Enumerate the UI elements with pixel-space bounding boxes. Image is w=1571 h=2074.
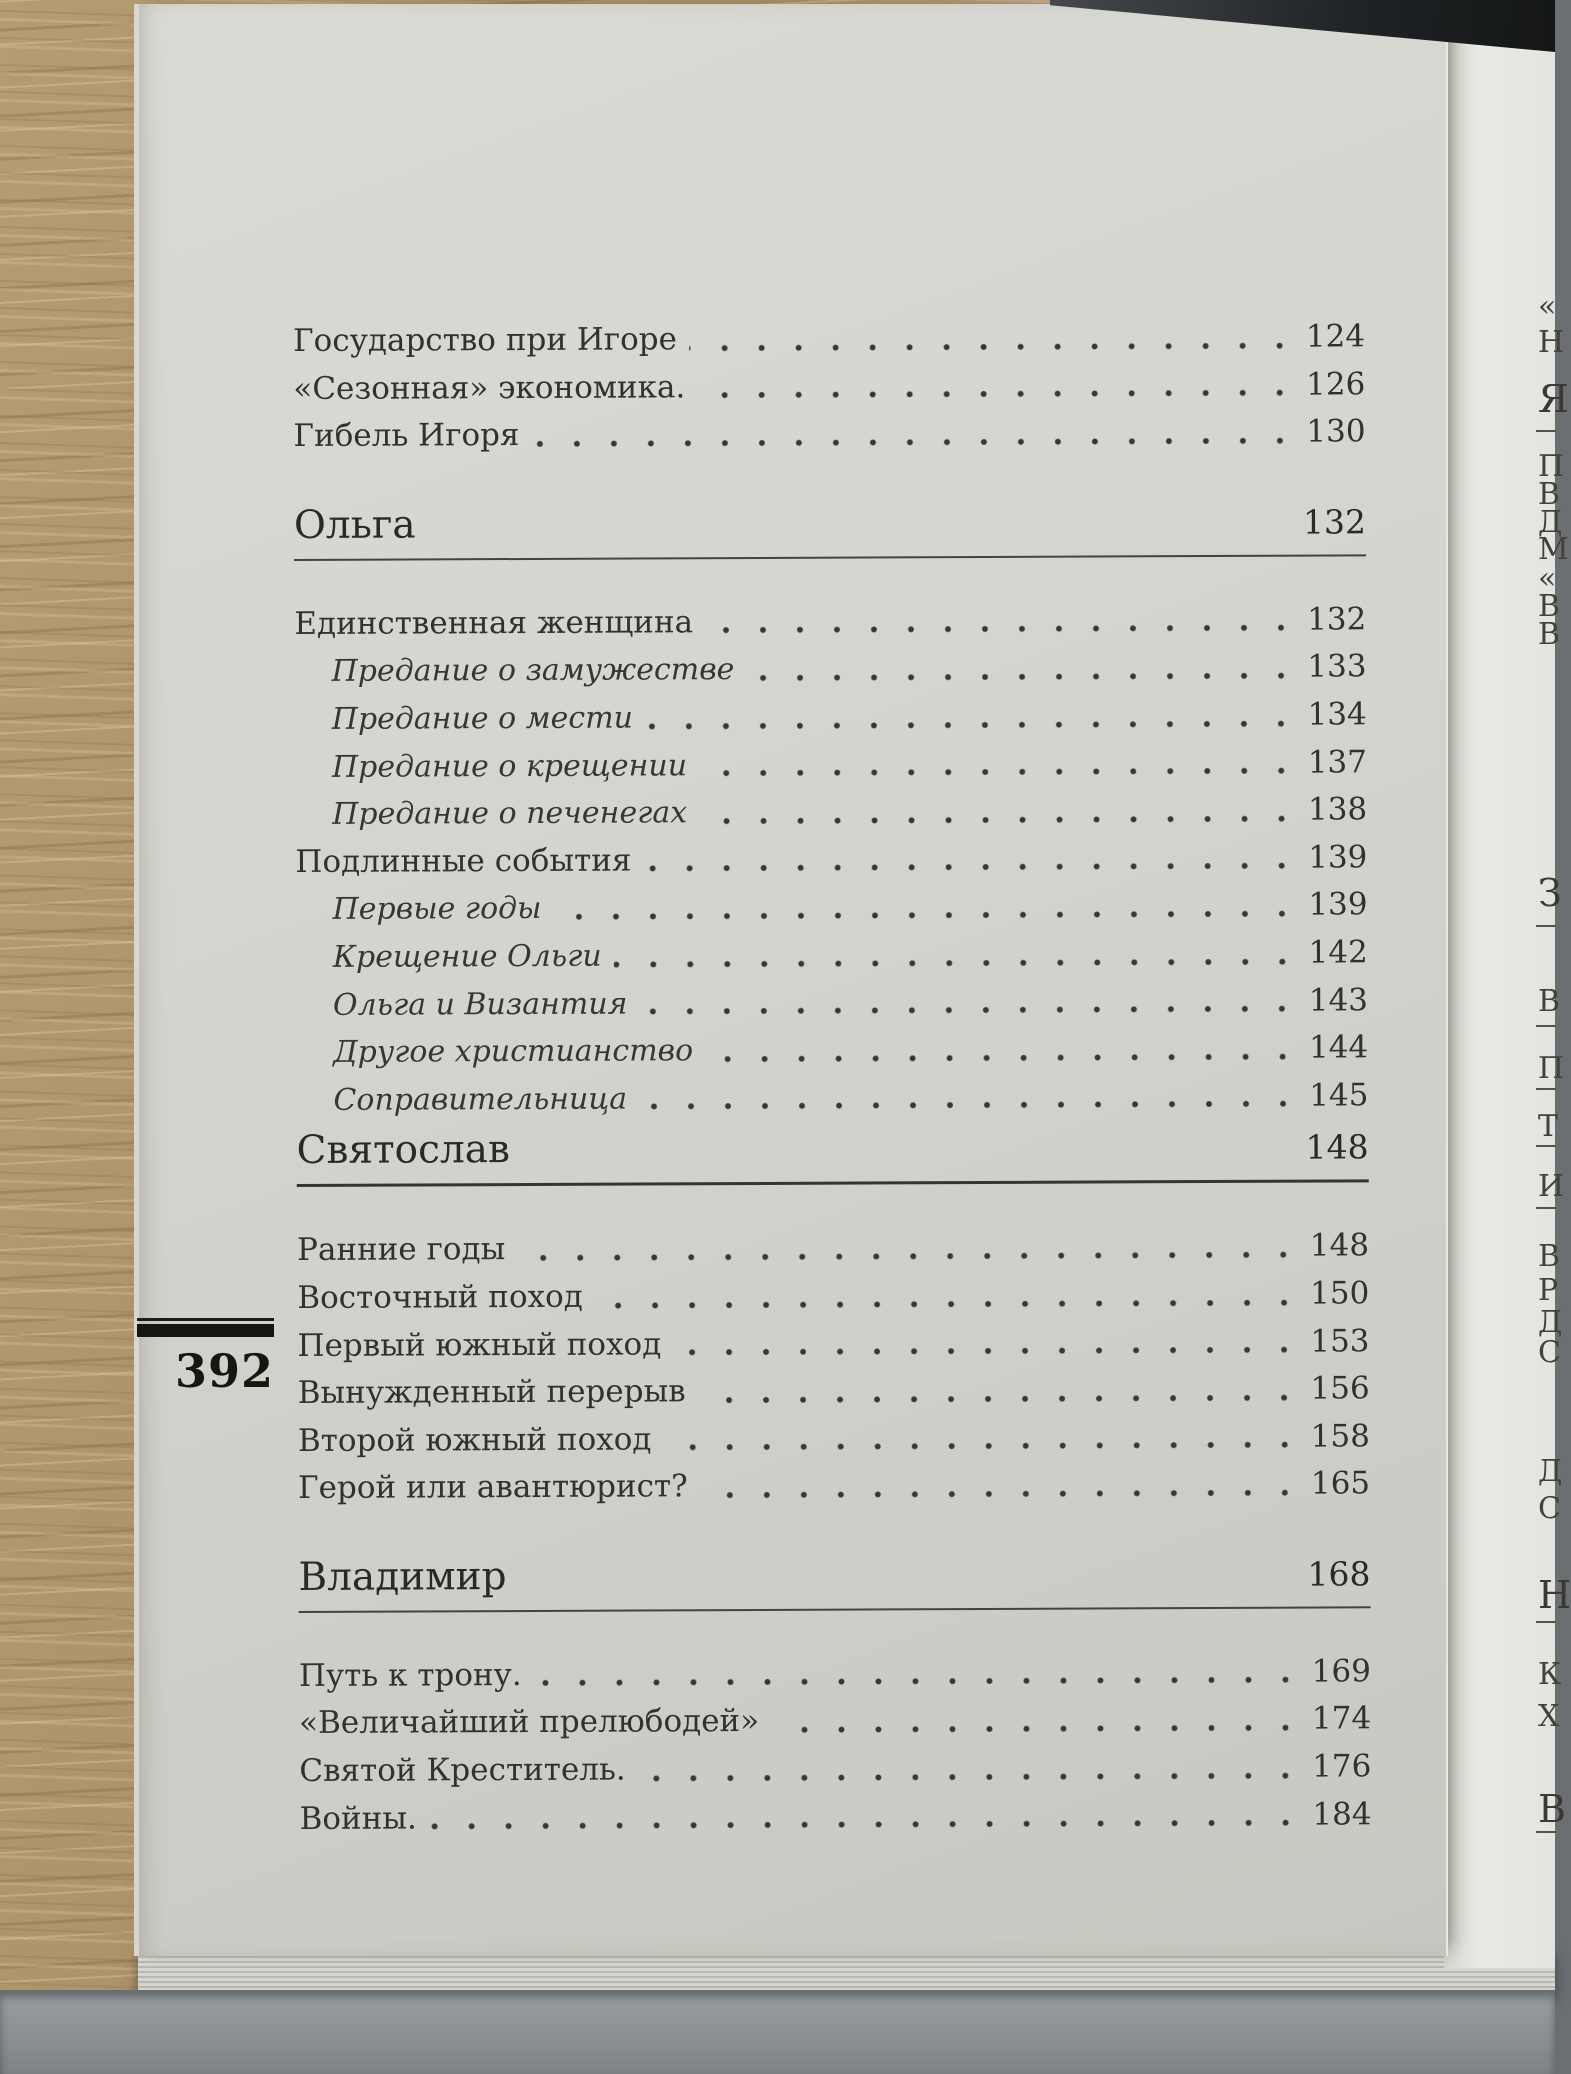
section-page: 148 <box>1305 1127 1369 1167</box>
adjacent-page-letter: Н <box>1538 1573 1571 1617</box>
toc-entry-title: Государство при Игоре <box>293 321 678 359</box>
toc-entry-title: «Величайший прелюбодей» <box>299 1703 760 1742</box>
toc-entry-page: 158 <box>1310 1417 1370 1455</box>
toc-entry-title: Предание о крещении <box>331 747 688 785</box>
dot-leader <box>663 1413 1304 1463</box>
toc-entry <box>295 786 1367 838</box>
dot-leader <box>639 1072 1303 1122</box>
section-page: 132 <box>1302 502 1366 542</box>
toc-entry-page: 150 <box>1310 1275 1370 1312</box>
toc-entry-page: 138 <box>1307 791 1368 828</box>
section-title: Владимир <box>298 1553 507 1600</box>
toc-entry <box>293 409 1365 461</box>
toc-entry-page: 176 <box>1312 1748 1372 1785</box>
dot-leader <box>699 787 1302 837</box>
adjacent-page-letter: Д <box>1538 505 1563 540</box>
fore-edge-marker <box>137 1318 274 1398</box>
section-rule <box>299 1606 1371 1613</box>
toc-section <box>297 1120 1371 1513</box>
toc-entry <box>293 361 1365 413</box>
toc-entry-page: 139 <box>1308 839 1368 876</box>
dot-leader <box>746 644 1301 694</box>
adjacent-page-letter: Д <box>1538 1454 1563 1489</box>
table-of-contents <box>293 313 1372 1843</box>
adjacent-page-letter: М <box>1538 532 1569 567</box>
section-title: Ольга <box>293 502 416 548</box>
toc-entry-page: 169 <box>1311 1653 1371 1690</box>
dot-leader <box>643 834 1302 884</box>
toc-entry-title: Крещение Ольги <box>332 938 602 975</box>
adjacent-page-letter: В <box>1538 1239 1561 1274</box>
toc-entry <box>294 596 1366 648</box>
dot-leader <box>771 1696 1306 1746</box>
adjacent-page-letter: З <box>1538 871 1562 915</box>
toc-entry <box>299 1696 1371 1748</box>
toc-entry-title: Подлинные события <box>295 842 632 880</box>
dot-leader <box>534 1648 1306 1699</box>
toc-entry-page: 143 <box>1308 981 1369 1019</box>
adjacent-page-letter: Я <box>1538 377 1569 421</box>
toc-entry-title: Первый южный поход <box>297 1325 662 1364</box>
dot-leader <box>645 692 1302 742</box>
toc-entry <box>298 1365 1370 1417</box>
dot-leader <box>698 1366 1305 1416</box>
dot-leader <box>689 314 1300 364</box>
adjacent-page-letter: И <box>1538 1169 1565 1204</box>
section-rule <box>294 554 1366 561</box>
toc-entry <box>296 977 1368 1029</box>
toc-entry-page: 165 <box>1310 1465 1371 1502</box>
toc-entry <box>298 1461 1370 1513</box>
section-entries <box>297 1223 1370 1513</box>
floor-surface <box>0 1990 1555 2074</box>
toc-entry-page: 145 <box>1309 1077 1369 1114</box>
toc-entry <box>298 1413 1370 1465</box>
toc-entry-title: Герой или авантюрист? <box>298 1468 688 1507</box>
toc-entry-title: «Сезонная» экономика. <box>293 368 686 407</box>
toc-entry-page: 126 <box>1306 365 1366 403</box>
dot-leader <box>595 1271 1304 1322</box>
dot-leader <box>531 409 1300 460</box>
adjacent-page-letter: П <box>1538 1051 1565 1086</box>
adjacent-page-letter: В <box>1538 477 1561 512</box>
toc-entry <box>297 1270 1369 1322</box>
adjacent-page-letter: В <box>1538 589 1561 624</box>
toc-entry-title: Второй южный поход <box>297 1421 652 1459</box>
dot-leader <box>639 977 1303 1027</box>
dot-leader <box>700 1461 1305 1511</box>
toc-entry <box>293 313 1365 365</box>
toc-entry-title: Предание о печенегах <box>332 795 688 832</box>
toc-entry-page: 137 <box>1307 743 1368 781</box>
adjacent-page <box>1444 26 1555 1968</box>
toc-entry <box>299 1648 1371 1700</box>
toc-entry-title: Единственная женщина <box>294 604 694 642</box>
section-rule <box>297 1180 1369 1188</box>
toc-entry-page: 174 <box>1311 1700 1372 1738</box>
section-entries <box>294 596 1368 1124</box>
marker-bar-thin <box>137 1318 274 1321</box>
toc-entry-title: Ранние годы <box>296 1231 506 1269</box>
toc-entry <box>297 1223 1369 1275</box>
dot-leader <box>638 1744 1307 1795</box>
toc-section <box>294 494 1369 1124</box>
toc-entry-title: Другое христианство <box>333 1033 694 1070</box>
dot-leader <box>614 930 1303 981</box>
adjacent-page-letter: В <box>1538 617 1561 652</box>
toc-entry <box>296 1024 1368 1076</box>
toc-entry-page: 132 <box>1307 601 1367 638</box>
dot-leader <box>699 739 1302 789</box>
dot-leader <box>517 1223 1304 1274</box>
fore-edge-page-number: 392 <box>174 1344 274 1398</box>
toc-entry-page: 148 <box>1309 1227 1370 1264</box>
toc-leading-entries <box>293 313 1366 460</box>
toc-entry-page: 156 <box>1310 1370 1370 1407</box>
section-title: Святослав <box>296 1127 511 1174</box>
toc-entry-page: 124 <box>1305 318 1366 355</box>
adjacent-page-letter: Т <box>1538 1109 1559 1144</box>
toc-entry-title: Путь к трону. <box>298 1656 522 1694</box>
dot-leader <box>673 1318 1304 1368</box>
toc-entry-title: Предание о замужестве <box>331 652 735 690</box>
dot-leader <box>429 1791 1307 1842</box>
dot-leader <box>705 1025 1303 1075</box>
toc-entry <box>295 834 1367 886</box>
section-entries <box>299 1648 1372 1843</box>
dot-leader <box>697 361 1300 411</box>
toc-entry <box>295 691 1367 743</box>
toc-entry-page: 184 <box>1312 1795 1372 1833</box>
toc-entry <box>296 1072 1368 1124</box>
toc-entry-page: 153 <box>1310 1322 1370 1360</box>
toc-entry-page: 134 <box>1307 696 1367 733</box>
toc-entry-title: Ольга и Византия <box>332 986 628 1023</box>
toc-entry-title: Войны. <box>299 1800 417 1837</box>
toc-entry <box>294 644 1366 696</box>
toc-entry-title: Соправительница <box>333 1081 628 1118</box>
adjacent-page-letter: Р <box>1538 1273 1559 1308</box>
adjacent-page-letter: Х <box>1538 1699 1560 1734</box>
adjacent-page-letter: С <box>1538 1491 1561 1526</box>
adjacent-page-letter: « <box>1538 561 1557 596</box>
toc-entry-title: Восточный поход <box>297 1278 583 1316</box>
adjacent-page-letter: П <box>1538 449 1565 484</box>
toc-entry-page: 144 <box>1308 1029 1369 1066</box>
section-header <box>294 494 1366 553</box>
toc-entry <box>299 1743 1371 1795</box>
toc-entry-title: Предание о мести <box>331 700 634 737</box>
toc-sections <box>294 494 1372 1843</box>
adjacent-page-letter: Н <box>1538 325 1565 360</box>
toc-entry <box>295 739 1367 791</box>
adjacent-page-letter: С <box>1538 1335 1561 1370</box>
section-page: 168 <box>1307 1554 1371 1594</box>
toc-entry <box>295 882 1367 934</box>
section-header <box>297 1120 1369 1179</box>
adjacent-page-letter: Д <box>1538 1305 1563 1340</box>
toc-entry-title: Святой Креститель. <box>299 1751 626 1790</box>
adjacent-page-letter: К <box>1538 1657 1562 1692</box>
toc-entry <box>297 1318 1369 1370</box>
toc-entry <box>299 1791 1371 1843</box>
toc-entry-page: 130 <box>1306 413 1366 450</box>
marker-bar-thick <box>137 1324 274 1337</box>
toc-entry-title: Вынужденный перерыв <box>297 1373 686 1412</box>
dot-leader <box>705 596 1301 646</box>
toc-entry-title: Гибель Игоря <box>293 417 520 455</box>
dot-leader <box>553 882 1302 933</box>
toc-entry-page: 142 <box>1308 934 1368 971</box>
toc-entry-page: 139 <box>1308 886 1368 923</box>
toc-entry <box>296 929 1368 981</box>
toc-section <box>298 1546 1371 1843</box>
adjacent-page-letter: « <box>1538 289 1557 324</box>
adjacent-page-letter: В <box>1538 984 1561 1019</box>
toc-entry-title: Первые годы <box>332 891 542 928</box>
adjacent-page-letter: В <box>1538 1787 1566 1831</box>
toc-entry-page: 133 <box>1307 648 1367 685</box>
section-header <box>298 1546 1370 1605</box>
